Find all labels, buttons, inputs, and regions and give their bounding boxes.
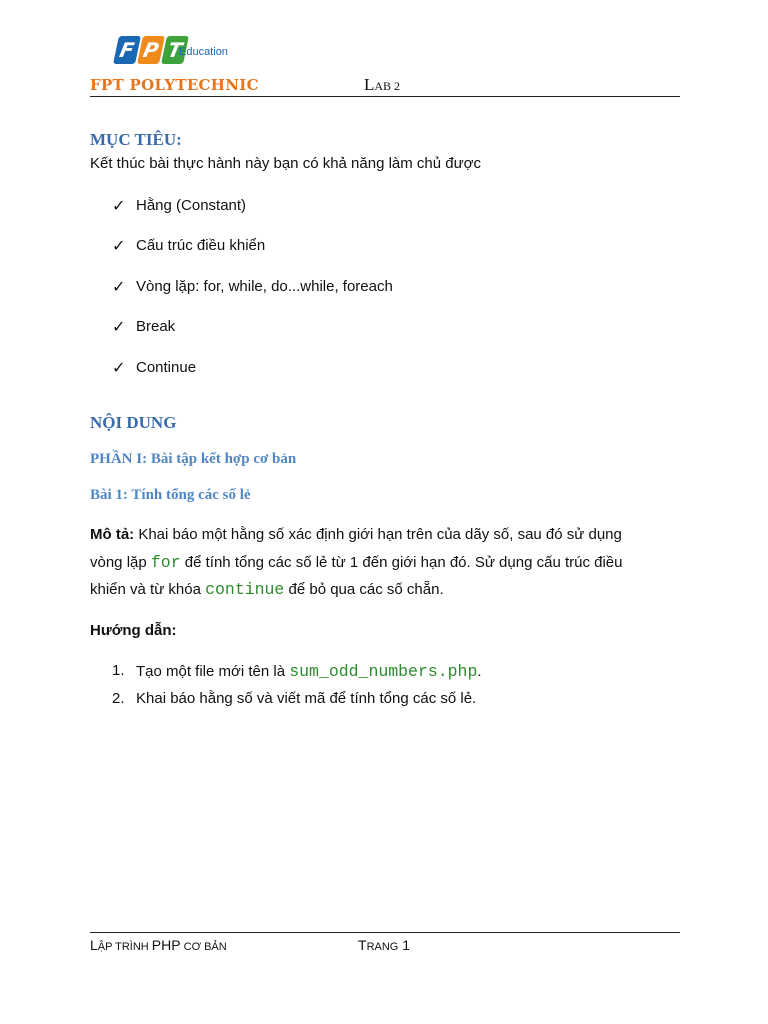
check-icon: ✓ <box>112 316 126 336</box>
description-text: Khai báo một hằng số xác định giới hạn trên của dãy số, sau đó sử dụng <box>134 526 622 543</box>
objective-label: Continue <box>136 358 197 376</box>
footer-php: PHP <box>151 937 181 953</box>
lab-title <box>364 75 400 95</box>
header-divider <box>90 96 680 97</box>
file-name-code: sum_odd_numbers.php <box>289 662 478 681</box>
step-label: Tạo một file mới tên là <box>136 663 290 680</box>
footer-divider <box>90 932 680 933</box>
objectives-heading: MỤC TIÊU: <box>90 130 182 149</box>
check-icon: ✓ <box>112 276 126 296</box>
check-icon: ✓ <box>112 357 126 377</box>
fpt-education-logo <box>112 36 252 72</box>
footer-page <box>358 937 410 953</box>
logo-letter-t: T <box>161 36 189 64</box>
objective-item <box>112 234 265 256</box>
lab-title-initial: L <box>364 75 375 94</box>
guide-step <box>112 690 476 707</box>
content-heading: NỘI DUNG <box>90 413 177 432</box>
logo-letter-f: F <box>113 36 141 64</box>
objective-item <box>112 315 175 337</box>
objective-item <box>112 275 393 297</box>
footer-initial: L <box>90 937 98 953</box>
step-label: Khai báo hằng số và viết mã để tính tổng các số lẻ. <box>136 690 477 707</box>
guide-step <box>112 662 482 681</box>
objective-label: Break <box>136 317 176 335</box>
step-tail: . <box>477 663 482 680</box>
logo-letter-p: P <box>137 36 165 64</box>
objective-label: Vòng lặp: for, while, do...while, foreach <box>136 277 393 295</box>
objectives-intro: Kết thúc bài thực hành này bạn có khả năng làm chủ được <box>90 155 481 172</box>
page-label: RANG <box>366 941 399 953</box>
description-text: vòng lặp <box>90 553 151 571</box>
lab-title-rest: AB 2 <box>374 79 401 93</box>
description-label: Mô tả: <box>90 526 135 543</box>
check-icon: ✓ <box>112 235 126 255</box>
guide-label: Hướng dẫn: <box>90 622 177 639</box>
description-text: để tính tổng các số lẻ từ 1 đến giới hạn đó. Sử dụng cấu trúc điều <box>180 553 623 571</box>
code-continue: continue <box>205 580 285 599</box>
description-line <box>90 521 680 549</box>
check-icon: ✓ <box>112 195 126 215</box>
description-text: khiển và từ khóa <box>90 581 206 598</box>
step-number: 1. <box>112 662 125 679</box>
logo-subtitle: Education <box>179 46 228 58</box>
description-line <box>90 549 680 577</box>
footer-text: CƠ BẢN <box>180 941 227 953</box>
objective-label: Cấu trúc điều khiển <box>136 236 266 254</box>
objective-label: Hằng (Constant) <box>136 196 247 214</box>
code-for: for <box>150 552 181 572</box>
objective-item <box>112 194 246 216</box>
step-text <box>136 662 482 681</box>
description-text: để bỏ qua các số chẵn. <box>284 581 444 598</box>
footer-course-title <box>90 937 227 953</box>
exercise-title: Bài 1: Tính tổng các số lẻ <box>90 487 251 503</box>
page-number: 1 <box>402 937 411 953</box>
objective-item <box>112 356 196 378</box>
description-line <box>90 576 680 604</box>
part-title: PHẦN I: Bài tập kết hợp cơ bản <box>90 451 297 467</box>
step-number: 2. <box>112 690 125 707</box>
footer-text: ẬP TRÌNH <box>97 941 152 953</box>
exercise-description <box>90 521 680 604</box>
page-label-initial: T <box>358 937 367 953</box>
brand-name: FPT POLYTECHNIC <box>90 76 259 94</box>
